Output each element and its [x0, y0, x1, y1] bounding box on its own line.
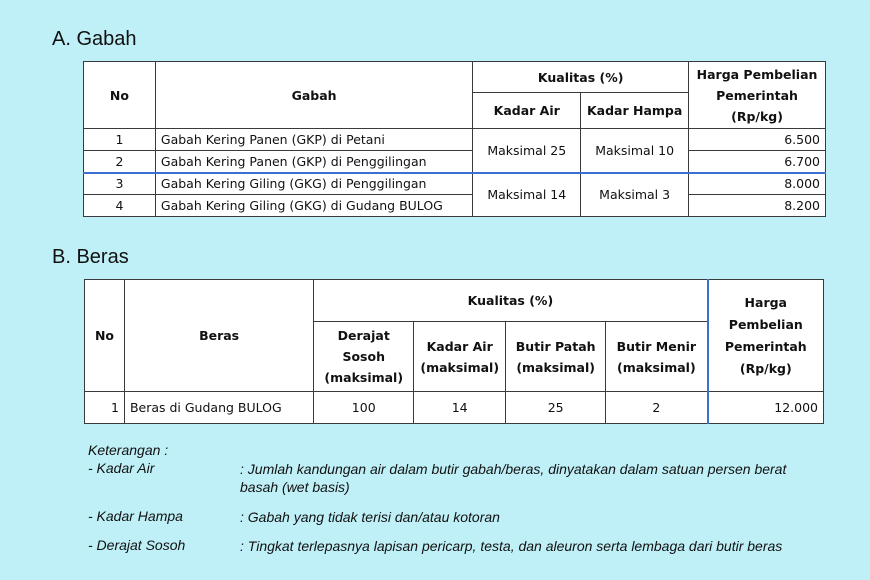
header-gabah: Gabah	[155, 62, 472, 129]
table-row	[84, 129, 826, 151]
notes-title: Keterangan :	[88, 442, 169, 458]
section-b-heading: B. Beras	[52, 246, 129, 268]
row-groats: 2	[606, 392, 708, 424]
section-a-heading: A. Gabah	[52, 28, 137, 50]
table-row	[84, 195, 826, 217]
header-empty: Kadar Hampa	[581, 93, 689, 129]
table-row	[84, 151, 826, 173]
group-moisture: Maksimal 25	[473, 129, 581, 173]
note-term: - Kadar Hampa	[88, 508, 183, 524]
row-no: 1	[84, 129, 156, 151]
note-def: : Gabah yang tidak terisi dan/atau kotoran	[240, 509, 500, 525]
row-price: 12.000	[708, 392, 824, 424]
header-beras: Beras	[124, 280, 313, 392]
note-def: : Jumlah kandungan air dalam butir gabah/beras, dinyatakan dalam satuan persen berat basah (wet basis)	[240, 461, 787, 495]
beras-table	[84, 279, 824, 424]
group-moisture: Maksimal 14	[473, 173, 581, 217]
row-no: 3	[84, 173, 156, 195]
row-price: 8.200	[689, 195, 826, 217]
note-term: - Kadar Air	[88, 460, 155, 476]
group-empty: Maksimal 10	[581, 129, 689, 173]
note-def: : Tingkat terlepasnya lapisan pericarp, testa, dan aleuron serta lembaga dari butir beras	[240, 538, 783, 554]
row-price: 6.500	[689, 129, 826, 151]
header-moisture: Kadar Air	[473, 93, 581, 129]
gabah-table	[83, 61, 826, 217]
row-name: Gabah Kering Panen (GKP) di Petani	[155, 129, 472, 151]
group-empty: Maksimal 3	[581, 173, 689, 217]
header-no: No	[85, 280, 125, 392]
row-moisture: 14	[414, 392, 506, 424]
row-name: Gabah Kering Giling (GKG) di Gudang BULOG	[155, 195, 472, 217]
note-term: - Derajat Sosoh	[88, 537, 186, 553]
row-no: 2	[84, 151, 156, 173]
row-no: 4	[84, 195, 156, 217]
row-name: Gabah Kering Giling (GKG) di Penggilingan	[155, 173, 472, 195]
header-milling: Derajat Sosoh (maksimal)	[314, 322, 414, 392]
table-row	[85, 392, 824, 424]
header-no: No	[84, 62, 156, 129]
row-name: Beras di Gudang BULOG	[124, 392, 313, 424]
header-moisture: Kadar Air (maksimal)	[414, 322, 506, 392]
header-price: Harga Pembelian Pemerintah (Rp/kg)	[689, 62, 826, 129]
row-no: 1	[85, 392, 125, 424]
row-price: 8.000	[689, 173, 826, 195]
header-quality: Kualitas (%)	[314, 280, 708, 322]
header-quality: Kualitas (%)	[473, 62, 689, 93]
row-name: Gabah Kering Panen (GKP) di Penggilingan	[155, 151, 472, 173]
row-broken: 25	[506, 392, 606, 424]
row-milling: 100	[314, 392, 414, 424]
table-row	[84, 173, 826, 195]
row-price: 6.700	[689, 151, 826, 173]
header-broken: Butir Patah (maksimal)	[506, 322, 606, 392]
header-groats: Butir Menir (maksimal)	[606, 322, 708, 392]
header-price: Harga Pembelian Pemerintah (Rp/kg)	[708, 280, 824, 392]
